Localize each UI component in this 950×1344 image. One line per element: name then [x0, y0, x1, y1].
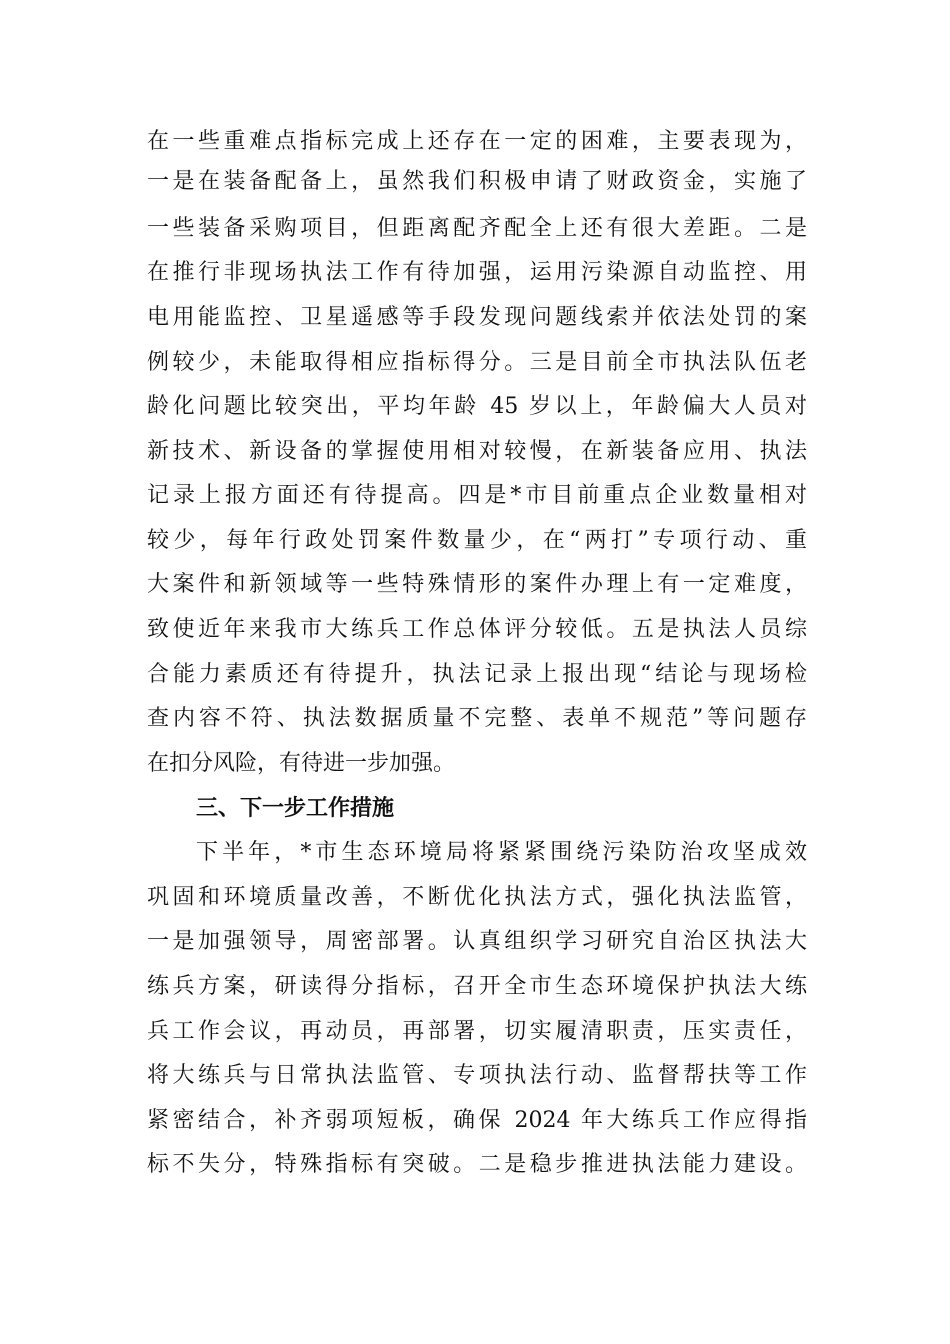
paragraph-2-line-8: 标不失分，特殊指标有突破。二是稳步推进执法能力建设。 — [147, 1152, 807, 1177]
paragraph-1-line-5: 电用能监控、卫星遥感等手段发现问题线索并依法处罚的案 — [147, 305, 807, 330]
paragraph-2-line-1: 下半年，*市生态环境局将紧紧围绕污染防治攻坚成效 — [196, 840, 807, 865]
paragraph-2-line-2: 巩固和环境质量改善，不断优化执法方式，强化执法监管， — [147, 885, 807, 910]
paragraph-1-line-14: 查内容不符、执法数据质量不完整、表单不规范”等问题存 — [147, 706, 807, 731]
paragraph-1-line-13: 合能力素质还有待提升，执法记录上报出现“结论与现场检 — [147, 662, 807, 687]
paragraph-1-line-7: 龄化问题比较突出，平均年龄 45 岁以上，年龄偏大人员对 — [147, 394, 807, 419]
paragraph-1-line-11: 大案件和新领域等一些特殊情形的案件办理上有一定难度， — [147, 572, 807, 597]
paragraph-2-line-5: 兵工作会议，再动员，再部署，切实履清职责，压实责任， — [147, 1019, 807, 1044]
paragraph-1-line-8: 新技术、新设备的掌握使用相对较慢，在新装备应用、执法 — [147, 439, 807, 464]
paragraph-1-line-12: 致使近年来我市大练兵工作总体评分较低。五是执法人员综 — [147, 617, 807, 642]
paragraph-1-line-15: 在扣分风险，有待进一步加强。 — [147, 751, 456, 776]
paragraph-1-line-1: 在一些重难点指标完成上还存在一定的困难，主要表现为， — [147, 129, 807, 154]
paragraph-1-line-4: 在推行非现场执法工作有待加强，运用污染源自动监控、用 — [147, 260, 807, 285]
paragraph-1-line-10: 较少，每年行政处罚案件数量少，在“两打”专项行动、重 — [147, 528, 807, 553]
paragraph-2-line-6: 将大练兵与日常执法监管、专项执法行动、监督帮扶等工作 — [147, 1063, 807, 1088]
paragraph-2-line-7: 紧密结合，补齐弱项短板，确保 2024 年大练兵工作应得指 — [147, 1108, 807, 1133]
section-heading: 三、下一步工作措施 — [196, 796, 395, 821]
paragraph-1-line-6: 例较少，未能取得相应指标得分。三是目前全市执法队伍老 — [147, 350, 807, 375]
paragraph-2-line-4: 练兵方案，研读得分指标，召开全市生态环境保护执法大练 — [147, 974, 807, 999]
paragraph-1-line-9: 记录上报方面还有待提高。四是*市目前重点企业数量相对 — [147, 483, 807, 508]
paragraph-1-line-3: 一些装备采购项目，但距离配齐配全上还有很大差距。二是 — [147, 216, 807, 241]
paragraph-2-line-3: 一是加强领导，周密部署。认真组织学习研究自治区执法大 — [147, 929, 807, 954]
paragraph-1-line-2: 一是在装备配备上，虽然我们积极申请了财政资金，实施了 — [147, 169, 807, 194]
